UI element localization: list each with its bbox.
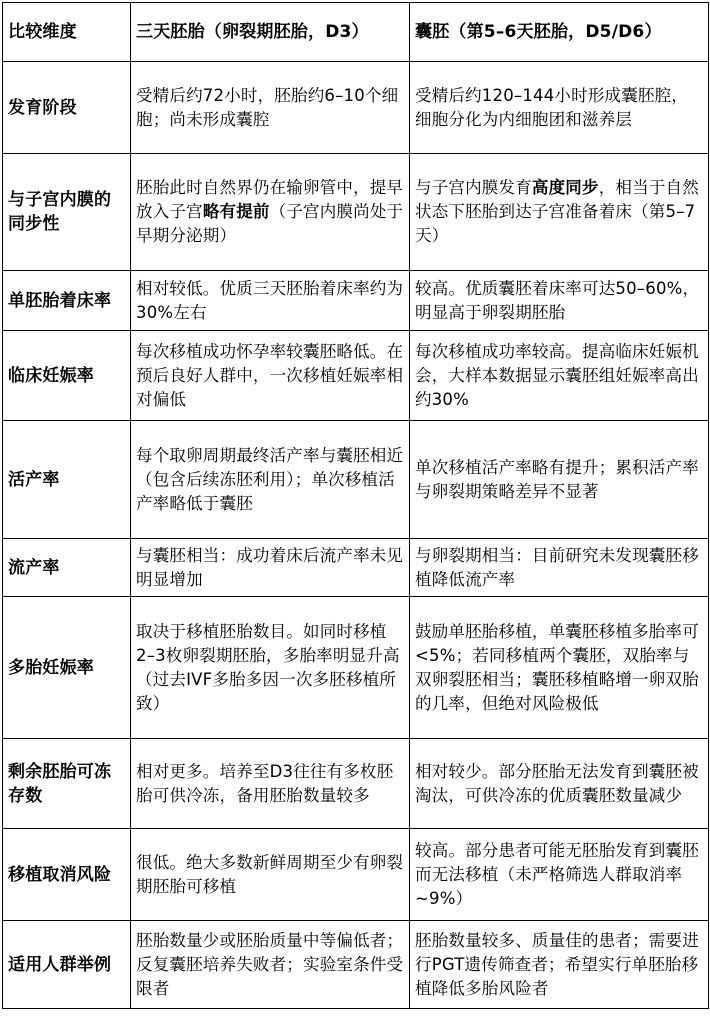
cell-d3: 很低。绝大多数新鲜周期至少有卵裂期胚胎可移植 [131,829,410,921]
comparison-table [2,2,709,1009]
row-dimension: 活产率 [3,421,131,539]
cell-d3: 取决于移植胚胎数目。如同时移植2–3枚卵裂期胚胎，多胎率明显升高（过去IVF多胎多因一次多胚移植所致） [131,597,410,739]
cell-d3: 相对更多。培养至D3往往有多枚胚胎可供冷冻，备用胚胎数量较多 [131,739,410,829]
cell-d3: 每个取卵周期最终活产率与囊胚相近（包含后续冻胚利用）；单次移植活产率略低于囊胚 [131,421,410,539]
cell-text: ，相当于自然状态下胚胎到达子宫准备着床（第5–7天） [415,178,699,245]
table-row [3,597,709,739]
cell-d5: 胚胎数量较多、质量佳的患者；需要进行PGT遗传筛查者；希望实行单胚胎移植降低多胎风险者 [410,921,709,1009]
cell-d3 [131,154,410,271]
cell-d3: 胚胎数量少或胚胎质量中等偏低者；反复囊胚培养失败者；实验室条件受限者 [131,921,410,1009]
cell-d5: 相对较少。部分胚胎无法发育到囊胚被淘汰，可供冷冻的优质囊胚数量减少 [410,739,709,829]
cell-d5: 较高。部分患者可能无胚胎发育到囊胚而无法移植（未严格筛选人群取消率~9%） [410,829,709,921]
cell-d3: 相对较低。优质三天胚胎着床率约为30%左右 [131,271,410,331]
cell-d5: 鼓励单胚胎移植，单囊胚移植多胎率可<5%；若同移植两个囊胚，双胎率与双卵裂胚相当；囊胚移植略增一卵双胎的几率，但绝对风险极低 [410,597,709,739]
header-d5: 囊胚（第5–6天胚胎，D5/D6） [410,3,709,62]
table-row [3,62,709,154]
row-dimension: 多胎妊娠率 [3,597,131,739]
row-dimension: 临床妊娠率 [3,331,131,421]
row-dimension: 剩余胚胎可冻存数 [3,739,131,829]
cell-emphasis: 略有提前 [202,202,270,221]
header-d3: 三天胚胎（卵裂期胚胎，D3） [131,3,410,62]
header-row [3,3,709,62]
cell-d5: 与卵裂期相当：目前研究未发现囊胚移植降低流产率 [410,539,709,597]
table-row [3,421,709,539]
cell-d3: 与囊胚相当：成功着床后流产率未见明显增加 [131,539,410,597]
cell-d5: 单次移植活产率略有提升；累积活产率与卵裂期策略差异不显著 [410,421,709,539]
cell-d5: 较高。优质囊胚着床率可达50–60%，明显高于卵裂期胚胎 [410,271,709,331]
row-dimension: 适用人群举例 [3,921,131,1009]
row-dimension: 流产率 [3,539,131,597]
row-dimension: 单胚胎着床率 [3,271,131,331]
cell-text: 与子宫内膜发育 [415,178,532,197]
cell-d5 [410,154,709,271]
row-dimension: 与子宫内膜的同步性 [3,154,131,271]
row-dimension: 移植取消风险 [3,829,131,921]
cell-d5: 受精后约120–144小时形成囊胚腔，细胞分化为内细胞团和滋养层 [410,62,709,154]
table-row [3,154,709,271]
cell-emphasis: 高度同步 [531,178,599,197]
cell-d3: 受精后约72小时，胚胎约6–10个细胞；尚未形成囊腔 [131,62,410,154]
table-row [3,539,709,597]
table-row [3,921,709,1009]
table-row [3,271,709,331]
header-dimension: 比较维度 [3,3,131,62]
cell-text: 胚胎此时自然界仍在输卵管中，提早放入子宫 [136,178,404,221]
table-row [3,829,709,921]
row-dimension: 发育阶段 [3,62,131,154]
cell-text: （子宫内膜尚处于早期分泌期） [136,202,404,245]
table-row [3,331,709,421]
table-row [3,739,709,829]
cell-d3: 每次移植成功怀孕率较囊胚略低。在预后良好人群中，一次移植妊娠率相对偏低 [131,331,410,421]
cell-d5: 每次移植成功率较高。提高临床妊娠机会，大样本数据显示囊胚组妊娠率高出约30% [410,331,709,421]
